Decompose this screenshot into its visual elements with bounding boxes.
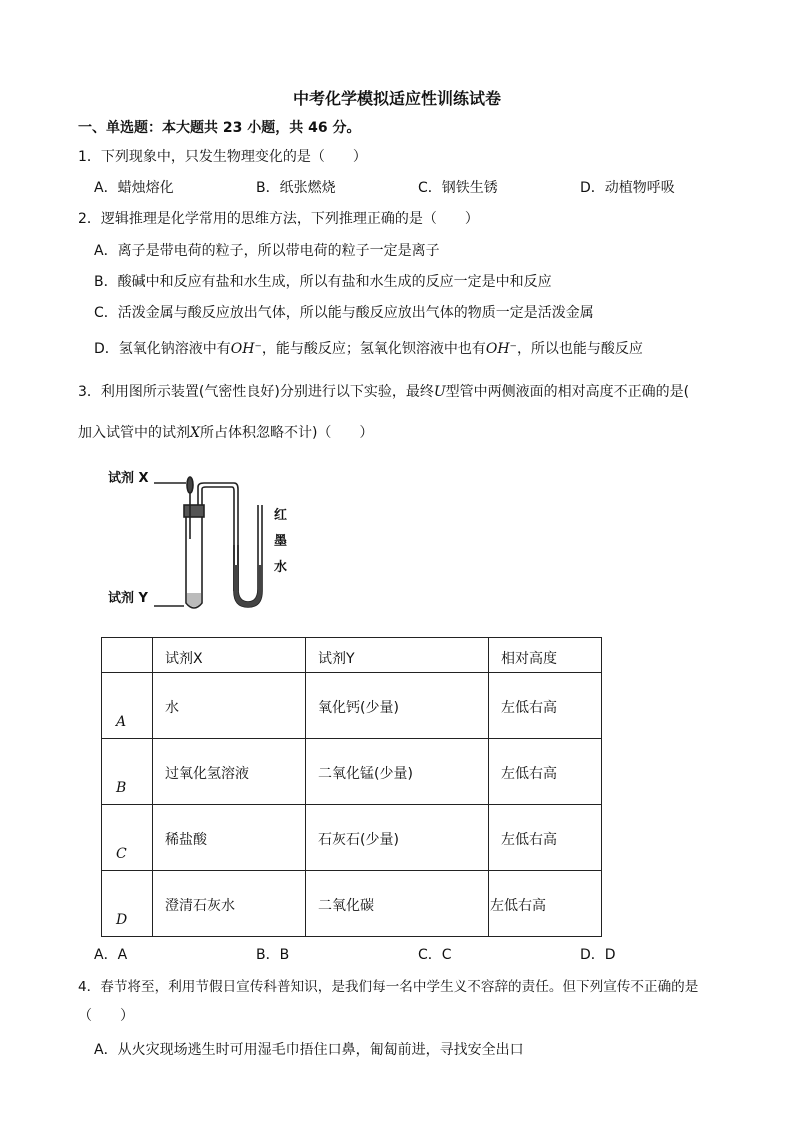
- cell-h-text: 左低右高: [490, 898, 546, 914]
- option-d-text-3: ，所以也能与酸反应: [516, 341, 643, 357]
- question-2-option-c: C．活泼金属与酸反应放出气体，所以能与酸反应放出气体的物质一定是活泼金属: [94, 305, 594, 321]
- question-3-option-d: D．D: [580, 947, 616, 963]
- q3-u-symbol: U: [433, 384, 446, 400]
- hydroxide-ion-2: OH⁻: [485, 341, 517, 357]
- cell-y: [306, 739, 489, 805]
- header-y-text: 试剂Y: [318, 651, 355, 667]
- cell-y-text: 氧化钙(少量): [318, 700, 399, 716]
- table-row: [102, 673, 602, 739]
- cell-y: [306, 805, 489, 871]
- section-heading: 一、单选题：本大题共 23 小题，共 46 分。: [78, 120, 361, 136]
- cell-y: [306, 871, 489, 937]
- question-3-option-c: C．C: [418, 947, 452, 963]
- cell-y-text: 二氧化锰(少量): [318, 766, 413, 782]
- stopper: [184, 505, 204, 517]
- cell-h-text: 左低右高: [501, 766, 557, 782]
- header-h-text: 相对高度: [501, 651, 557, 667]
- table-row: [102, 739, 602, 805]
- question-1-option-b: B．纸张燃烧: [256, 180, 336, 196]
- question-1-option-a: A．蜡烛熔化: [94, 180, 174, 196]
- row-label: D: [116, 912, 128, 928]
- hydroxide-ion-1: OH⁻: [230, 341, 262, 357]
- connecting-tube-outer: [198, 483, 238, 591]
- cell-y: [306, 673, 489, 739]
- cell-x: [153, 739, 306, 805]
- q3-text-1: 3．利用图所示装置(气密性良好)分别进行以下实验，最终: [78, 384, 434, 400]
- u-tube-inner: [238, 505, 258, 602]
- table-row: [102, 871, 602, 937]
- question-4-stem-cont: （ ）: [78, 1008, 134, 1024]
- header-empty: [102, 638, 153, 673]
- question-3-line-2: [78, 422, 373, 442]
- q3-text-3: 加入试管中的试剂: [78, 425, 190, 441]
- question-4-stem: 4．春节将至，利用节假日宣传科普知识，是我们每一名中学生义不容辞的责任。但下列宣传不正确的是: [78, 979, 699, 995]
- header-reagent-y: [306, 638, 489, 673]
- question-2-stem: 2．逻辑推理是化学常用的思维方法，下列推理正确的是（ ）: [78, 211, 479, 227]
- label-red-ink: [274, 503, 290, 581]
- header-reagent-x: [153, 638, 306, 673]
- page-title: 中考化学模拟适应性训练试卷: [292, 89, 501, 108]
- cell-h-text: 左低右高: [501, 832, 557, 848]
- q3-text-4: 所占体积忽略不计)（ ）: [199, 425, 374, 441]
- reagent-y-liquid: [187, 593, 201, 607]
- red-ink-char-3: 水: [274, 560, 288, 575]
- question-2-option-a: A．离子是带电荷的粒子，所以带电荷的粒子一定是离子: [94, 243, 440, 259]
- label-reagent-x: 试剂 X: [108, 471, 149, 486]
- question-1-option-d: D．动植物呼吸: [580, 180, 675, 196]
- row-label: A: [116, 714, 127, 730]
- row-label-cell: [102, 805, 153, 871]
- cell-h: [489, 673, 602, 739]
- question-2-option-d: [94, 338, 643, 358]
- cell-h: [489, 805, 602, 871]
- question-4-option-a: A．从火灾现场逃生时可用湿毛巾捂住口鼻，匍匐前进，寻找安全出口: [94, 1042, 524, 1058]
- cell-x-text: 澄清石灰水: [165, 898, 235, 914]
- question-3-option-a: A．A: [94, 947, 128, 963]
- question-3-option-b: B．B: [256, 947, 290, 963]
- option-d-text-2: ，能与酸反应；氢氧化钡溶液中也有: [261, 341, 486, 357]
- question-1-stem: 1．下列现象中，只发生物理变化的是（ ）: [78, 149, 367, 165]
- row-label-cell: [102, 673, 153, 739]
- header-x-text: 试剂X: [165, 651, 203, 667]
- cell-h-text: 左低右高: [501, 700, 557, 716]
- table-header-row: [102, 638, 602, 673]
- cell-x-text: 稀盐酸: [165, 832, 207, 848]
- table-row: [102, 805, 602, 871]
- apparatus-diagram: [150, 465, 270, 615]
- cell-x-text: 过氧化氢溶液: [165, 766, 249, 782]
- results-table: [101, 637, 602, 937]
- question-2-option-b: B．酸碱中和反应有盐和水生成，所以有盐和水生成的反应一定是中和反应: [94, 274, 552, 290]
- row-label: C: [116, 846, 127, 862]
- label-reagent-y: 试剂 Y: [108, 591, 148, 606]
- cell-x-text: 水: [165, 700, 179, 716]
- dropper-bulb: [187, 477, 193, 493]
- red-ink-char-2: 墨: [274, 534, 288, 549]
- row-label-cell: [102, 871, 153, 937]
- question-1-option-c: C．钢铁生锈: [418, 180, 498, 196]
- cell-y-text: 石灰石(少量): [318, 832, 399, 848]
- cell-h: [489, 871, 602, 937]
- cell-x: [153, 871, 306, 937]
- row-label: B: [116, 780, 127, 796]
- row-label-cell: [102, 739, 153, 805]
- q3-x-symbol: X: [190, 425, 200, 441]
- red-ink-char-1: 红: [274, 508, 288, 523]
- question-3-line-1: [78, 381, 689, 401]
- cell-h: [489, 739, 602, 805]
- cell-x: [153, 673, 306, 739]
- q3-text-2: 型管中两侧液面的相对高度不正确的是(: [445, 384, 690, 400]
- connecting-tube-inner: [202, 487, 234, 591]
- option-d-text-1: D．氢氧化钠溶液中有: [94, 341, 231, 357]
- header-height: [489, 638, 602, 673]
- cell-y-text: 二氧化碳: [318, 898, 374, 914]
- cell-x: [153, 805, 306, 871]
